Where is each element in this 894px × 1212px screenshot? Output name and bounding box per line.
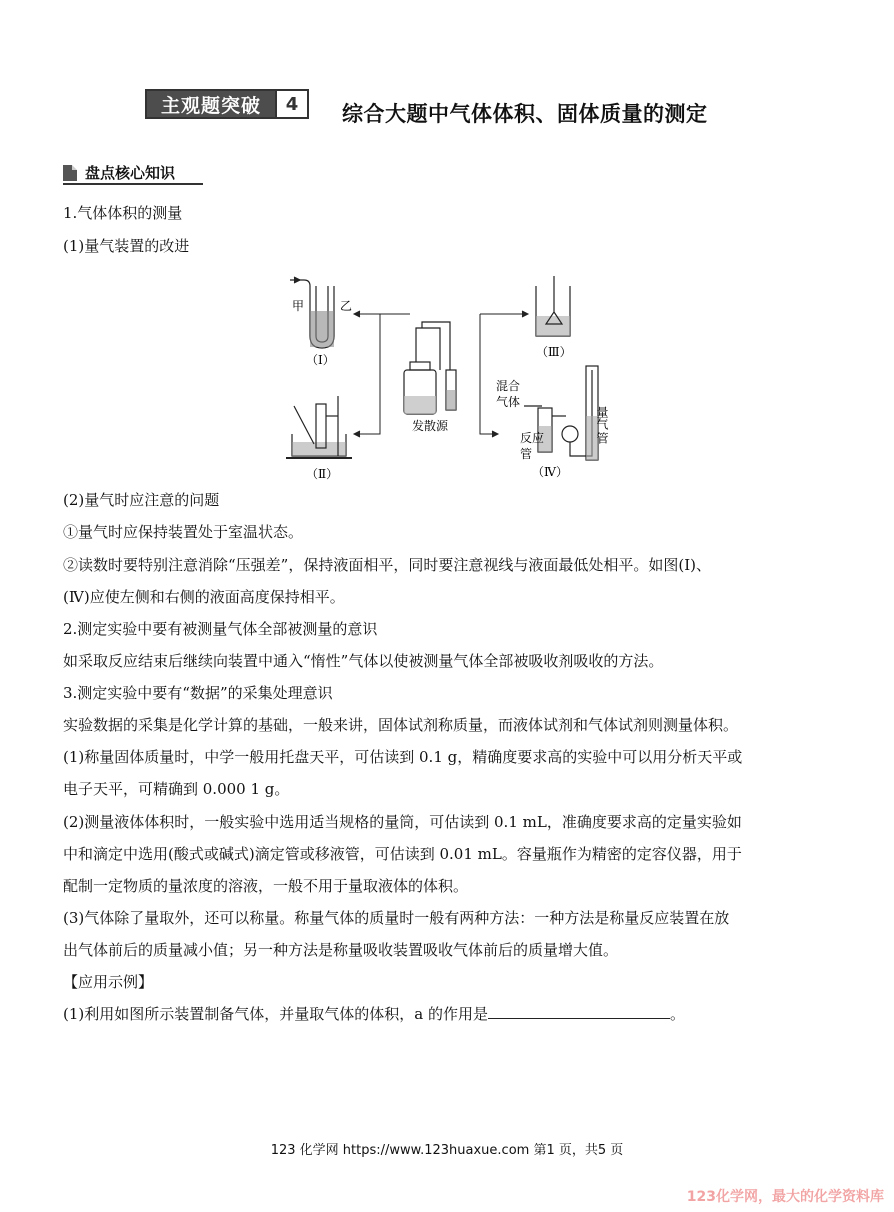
- section-underline: [63, 183, 203, 185]
- section-heading: [63, 162, 175, 183]
- banner-number: 4: [275, 89, 309, 119]
- text-line: 2.测定实验中要有被测量气体全部被测量的意识: [63, 620, 378, 638]
- label-measure-2: 管: [595, 432, 609, 444]
- text-line: 【应用示例】: [63, 973, 154, 991]
- absorption-beaker: [536, 276, 570, 336]
- text-line: 中和滴定中选用(酸式或碱式)滴定管或移液管，可估读到 0.01 mL。容量瓶作为精密的定容仪器，用于: [63, 845, 742, 863]
- label-iii: （Ⅲ）: [536, 345, 572, 359]
- label-i: （Ⅰ）: [306, 353, 335, 367]
- label-yi: 乙: [340, 299, 353, 313]
- watermark: 123化学网，最大的化学资料库: [686, 1189, 884, 1205]
- water-trough-apparatus: [286, 396, 352, 458]
- text-line: (1)称量固体质量时，中学一般用托盘天平，可估读到 0.1 g，精确度要求高的实验中可以用分析天平或: [63, 748, 743, 766]
- gas-measurement-apparatus-figure: [280, 266, 620, 482]
- text-line: (3)气体除了量取外，还可以称量。称量气体的质量时一般有两种方法：一种方法是称量反应装置在放: [63, 909, 730, 927]
- text-line: 实验数据的采集是化学计算的基础，一般来讲，固体试剂称质量，而液体试剂和气体试剂则测量体积。: [63, 716, 739, 734]
- question-line: [63, 1004, 843, 1024]
- label-react-1: 反应: [520, 431, 545, 445]
- text-line: (2)量气时应注意的问题: [63, 491, 220, 509]
- question-text: (1)利用如图所示装置制备气体，并量取气体的体积，a 的作用是: [63, 1005, 488, 1023]
- gas-generator: [404, 322, 456, 414]
- label-jia: 甲: [292, 299, 305, 313]
- answer-blank[interactable]: [488, 1004, 670, 1019]
- label-iv: （Ⅳ）: [532, 465, 568, 479]
- text-line: (2)测量液体体积时，一般实验中选用适当规格的量筒，可估读到 0.1 mL，准确度要求高的定量实验如: [63, 813, 742, 831]
- text-line: (1)量气装置的改进: [63, 237, 190, 255]
- text-line: (Ⅳ)应使左侧和右侧的液面高度保持相平。: [63, 588, 345, 606]
- question-suffix: 。: [669, 1005, 685, 1023]
- label-measure-1: 量气: [595, 406, 609, 430]
- document-icon: [63, 165, 77, 181]
- text-line: ②读数时要特别注意消除“压强差”，保持液面相平，同时要注意视线与液面最低处相平。如图(Ⅰ)、: [63, 556, 711, 574]
- label-ii: （Ⅱ）: [306, 467, 339, 481]
- text-line: 出气体前后的质量减小值；另一种方法是称量吸收装置吸收气体前后的质量增大值。: [63, 941, 619, 959]
- text-line: 1.气体体积的测量: [63, 204, 183, 222]
- section-heading-label: 盘点核心知识: [85, 164, 176, 182]
- text-line: 如采取反应结束后继续向装置中通入“惰性”气体以使被测量气体全部被吸收剂吸收的方法。: [63, 652, 664, 670]
- text-line: 3.测定实验中要有“数据”的采集处理意识: [63, 684, 333, 702]
- text-line: 配制一定物质的量浓度的溶液，一般不用于量取液体的体积。: [63, 877, 469, 895]
- label-source: 发散源: [412, 419, 449, 433]
- label-gas: 气体: [496, 395, 521, 409]
- page-footer: 123 化学网 https://www.123huaxue.com 第1 页，共5 页: [270, 1143, 624, 1158]
- banner-tag: 主观题突破: [145, 89, 275, 119]
- topic-banner: [145, 89, 309, 119]
- page-title: 综合大题中气体体积、固体质量的测定: [342, 102, 708, 126]
- text-line: ①量气时应保持装置处于室温状态。: [63, 523, 304, 541]
- text-line: 电子天平，可精确到 0.000 1 g。: [63, 780, 290, 798]
- label-mixed: 混合: [496, 379, 521, 393]
- label-react-2: 管: [520, 447, 533, 461]
- measuring-apparatus: [524, 366, 598, 460]
